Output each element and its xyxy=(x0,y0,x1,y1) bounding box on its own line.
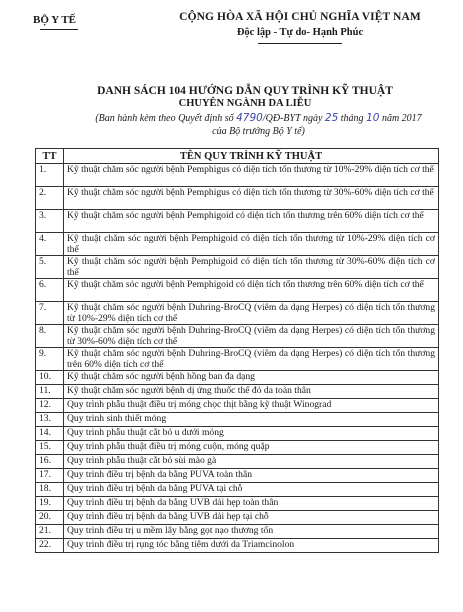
row-number: 3. xyxy=(36,210,64,233)
procedure-name: Kỹ thuật chăm sóc người bệnh Pemphigoid có diện tích tổn thương từ 30%-60% diện tích cơ thể xyxy=(64,256,439,279)
row-number: 17. xyxy=(36,469,64,483)
col-header-number: TT xyxy=(36,149,64,164)
row-number: 1. xyxy=(36,164,64,187)
decree-day: 25 xyxy=(324,112,339,124)
procedure-name: Kỹ thuật chăm sóc người bệnh dị ứng thuốc thể đỏ da toàn thân xyxy=(64,385,439,399)
procedure-name: Kỹ thuật chăm sóc người bệnh Pemphigoid có diện tích tổn thương trên 60% diện tích cơ thể xyxy=(64,210,439,233)
procedure-name: Quy trình điều trị bệnh da bằng UVB dải hẹp tại chỗ xyxy=(64,511,439,525)
procedure-name: Kỹ thuật chăm sóc người bệnh Duhring-BroCQ (viêm da dạng Herpes) có diện tích tổn thương từ 30%-60% diện tích cơ thể xyxy=(64,325,439,348)
row-number: 18. xyxy=(36,483,64,497)
table-row xyxy=(36,233,439,256)
table-row xyxy=(36,187,439,210)
row-number: 7. xyxy=(36,302,64,325)
row-number: 9. xyxy=(36,348,64,371)
procedure-name: Quy trình phẫu thuật cắt bỏ sùi mào gà xyxy=(64,455,439,469)
table-row xyxy=(36,256,439,279)
procedure-name: Kỹ thuật chăm sóc người bệnh Pemphigoid có diện tích tổn thương từ 10%-29% diện tích cơ thể xyxy=(64,233,439,256)
procedure-name: Quy trình điều trị bệnh da bằng UVB dải hẹp toàn thân xyxy=(64,497,439,511)
document-subtitle: CHUYÊN NGÀNH DA LIỄU xyxy=(178,98,312,109)
table-row xyxy=(36,348,439,371)
procedure-name: Quy trình phẫu thuật điều trị móng chọc thịt bằng kỹ thuật Winograd xyxy=(64,399,439,413)
row-number: 6. xyxy=(36,279,64,302)
procedure-table xyxy=(35,148,439,553)
table-row xyxy=(36,511,439,525)
decree-prefix: (Ban hành kèm theo Quyết định số xyxy=(95,113,234,124)
row-number: 16. xyxy=(36,455,64,469)
table-row xyxy=(36,385,439,399)
row-number: 22. xyxy=(36,539,64,553)
procedure-name: Quy trình sinh thiết móng xyxy=(64,413,439,427)
motto-underline xyxy=(258,43,342,44)
table-row xyxy=(36,164,439,187)
decree-mid: /QĐ-BYT ngày xyxy=(262,113,323,124)
procedure-name: Kỹ thuật chăm sóc người bệnh Pemphigus có diện tích tổn thương từ 10%-29% diện tích cơ thể xyxy=(64,164,439,187)
table-row xyxy=(36,483,439,497)
row-number: 13. xyxy=(36,413,64,427)
table-row xyxy=(36,371,439,385)
ministry-underline xyxy=(40,29,78,30)
procedure-name: Kỹ thuật chăm sóc người bệnh Pemphigus có diện tích tổn thương từ 30%-60% diện tích cơ thể xyxy=(64,187,439,210)
decree-month-label: tháng xyxy=(340,113,364,124)
procedure-name: Quy trình phẫu thuật cắt bỏ u dưới móng xyxy=(64,427,439,441)
procedure-name: Quy trình điều trị u mềm lây bằng gọt nạo thương tổn xyxy=(64,525,439,539)
row-number: 12. xyxy=(36,399,64,413)
procedure-name: Quy trình điều trị bệnh da bằng PUVA tại chỗ xyxy=(64,483,439,497)
procedure-rows xyxy=(36,164,439,553)
decree-year: năm 2017 xyxy=(381,113,422,124)
procedure-name: Quy trình điều trị bệnh da bằng PUVA toàn thân xyxy=(64,469,439,483)
decree-number: 4790 xyxy=(236,112,263,124)
national-motto: Độc lập - Tự do- Hạnh Phúc xyxy=(236,27,364,38)
row-number: 10. xyxy=(36,371,64,385)
decree-month: 10 xyxy=(366,112,380,124)
row-number: 8. xyxy=(36,325,64,348)
procedure-name: Kỹ thuật chăm sóc người bệnh Pemphigoid có diện tích tổn thương trên 60% diện tích cơ thể xyxy=(64,279,439,302)
decree-issuer: của Bộ trưởng Bộ Y tế) xyxy=(212,126,305,137)
table-row xyxy=(36,325,439,348)
col-header-procedure-name: TÊN QUY TRÌNH KỸ THUẬT xyxy=(64,149,439,164)
row-number: 21. xyxy=(36,525,64,539)
procedure-name: Quy trình điều trị rụng tóc bằng tiêm dưới da Triamcinolon xyxy=(64,539,439,553)
table-row xyxy=(36,455,439,469)
table-row xyxy=(36,441,439,455)
row-number: 20. xyxy=(36,511,64,525)
decree-reference xyxy=(86,112,431,138)
table-row xyxy=(36,302,439,325)
row-number: 11. xyxy=(36,385,64,399)
row-number: 4. xyxy=(36,233,64,256)
procedure-name: Kỹ thuật chăm sóc người bệnh Duhring-BroCQ (viêm da dạng Herpes) có diện tích tổn thương trên 60% diện tích cơ thể xyxy=(64,348,439,371)
document-title: DANH SÁCH 104 HƯỚNG DẪN QUY TRÌNH KỸ THUẬT xyxy=(97,85,393,97)
procedure-name: Quy trình phẫu thuật điều trị móng cuộn, móng quặp xyxy=(64,441,439,455)
row-number: 14. xyxy=(36,427,64,441)
procedure-name: Kỹ thuật chăm sóc người bệnh hồng ban đa dạng xyxy=(64,371,439,385)
ministry-name: BỘ Y TẾ xyxy=(33,14,76,26)
table-row xyxy=(36,539,439,553)
table-row xyxy=(36,279,439,302)
table-row xyxy=(36,469,439,483)
row-number: 5. xyxy=(36,256,64,279)
table-row xyxy=(36,497,439,511)
row-number: 15. xyxy=(36,441,64,455)
table-row xyxy=(36,525,439,539)
table-row xyxy=(36,210,439,233)
table-row xyxy=(36,427,439,441)
procedure-name: Kỹ thuật chăm sóc người bệnh Duhring-BroCQ (viêm da dạng Herpes) có diện tích tổn thương từ 10%-29% diện tích cơ thể xyxy=(64,302,439,325)
table-row xyxy=(36,413,439,427)
row-number: 2. xyxy=(36,187,64,210)
row-number: 19. xyxy=(36,497,64,511)
table-row xyxy=(36,399,439,413)
national-title: CỘNG HÒA XÃ HỘI CHỦ NGHĨA VIỆT NAM xyxy=(179,11,421,23)
